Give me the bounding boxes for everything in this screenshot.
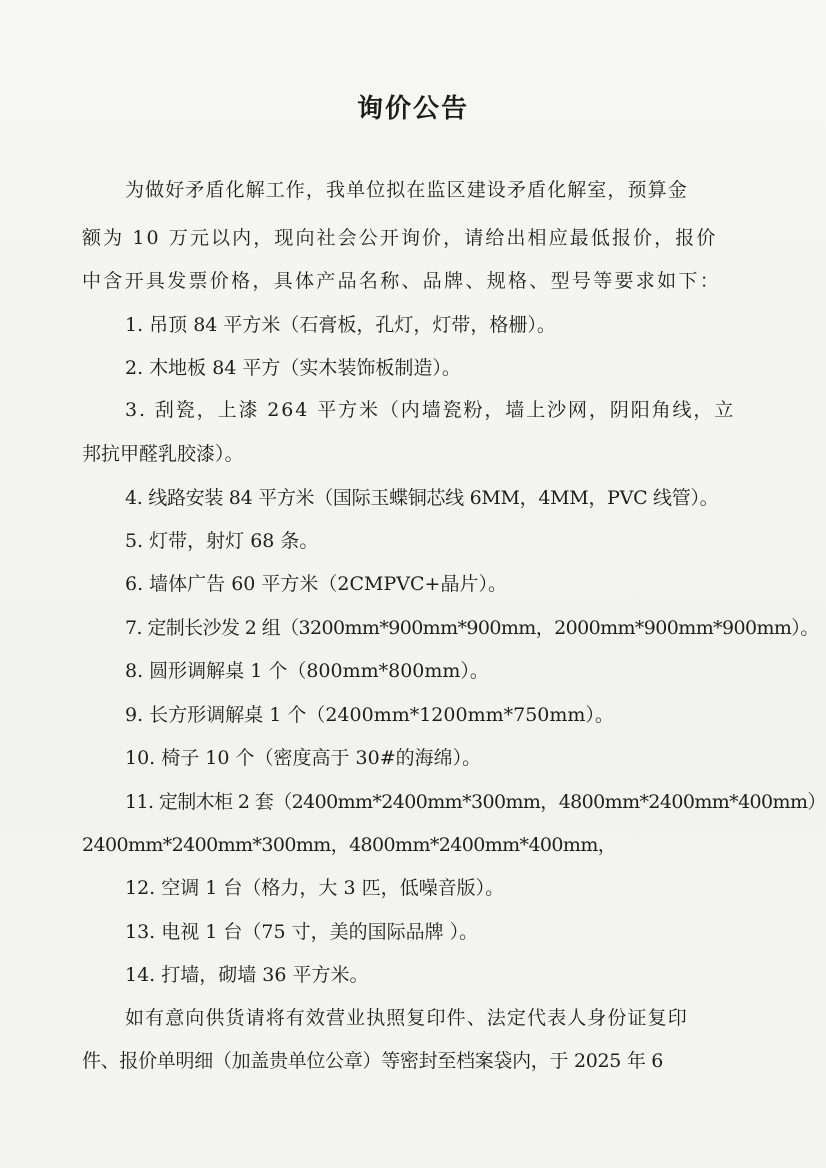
intro-line-3: 中含开具发票价格，具体产品名称、品牌、规格、型号等要求如下： — [82, 270, 722, 292]
list-item: 3. 刮瓷，上漆 264 平方米（内墙瓷粉，墙上沙网，阴阳角线，立 — [125, 399, 736, 421]
list-item: 6. 墙体广告 60 平方米（2CMPVC+晶片）。 — [125, 573, 507, 595]
intro-line-1: 为做好矛盾化解工作，我单位拟在监区建设矛盾化解室，预算金 — [125, 179, 688, 201]
list-item: 1. 吊顶 84 平方米（石膏板，孔灯，灯带，格栅）。 — [125, 314, 556, 336]
page-title: 询价公告 — [356, 94, 469, 124]
list-item: 14. 打墙，砌墙 36 平方米。 — [125, 964, 369, 986]
intro-line-2: 额为 10 万元以内，现向社会公开询价，请给出相应最低报价，报价 — [82, 227, 718, 249]
list-item: 5. 灯带，射灯 68 条。 — [125, 530, 319, 552]
list-item: 4. 线路安装 84 平方米（国际玉蝶铜芯线 6MM，4MM，PVC 线管）。 — [125, 487, 719, 509]
list-item: 11. 定制木柜 2 套（2400mm*2400mm*300mm，4800mm*2400mm*400mm） — [125, 791, 826, 813]
list-item-continuation: 2400mm*2400mm*300mm，4800mm*2400mm*400mm， — [82, 834, 617, 856]
closing-line-2: 件、报价单明细（加盖贵单位公章）等密封至档案袋内，于 2025 年 6 — [82, 1050, 664, 1072]
closing-line-1: 如有意向供货请将有效营业执照复印件、法定代表人身份证复印 — [125, 1007, 688, 1029]
list-item: 10. 椅子 10 个（密度高于 30#的海绵）。 — [125, 747, 482, 769]
list-item: 12. 空调 1 台（格力，大 3 匹，低噪音版）。 — [125, 877, 505, 899]
list-item: 8. 圆形调解桌 1 个（800mm*800mm）。 — [125, 660, 489, 682]
list-item: 13. 电视 1 台（75 寸，美的国际品牌 ）。 — [125, 921, 479, 943]
list-item-continuation: 邦抗甲醛乳胶漆）。 — [82, 443, 244, 465]
list-item: 9. 长方形调解桌 1 个（2400mm*1200mm*750mm）。 — [125, 704, 614, 726]
list-item: 2. 木地板 84 平方（实木装饰板制造）。 — [125, 357, 461, 379]
list-item: 7. 定制长沙发 2 组（3200mm*900mm*900mm，2000mm*900mm*900mm）。 — [125, 617, 819, 639]
